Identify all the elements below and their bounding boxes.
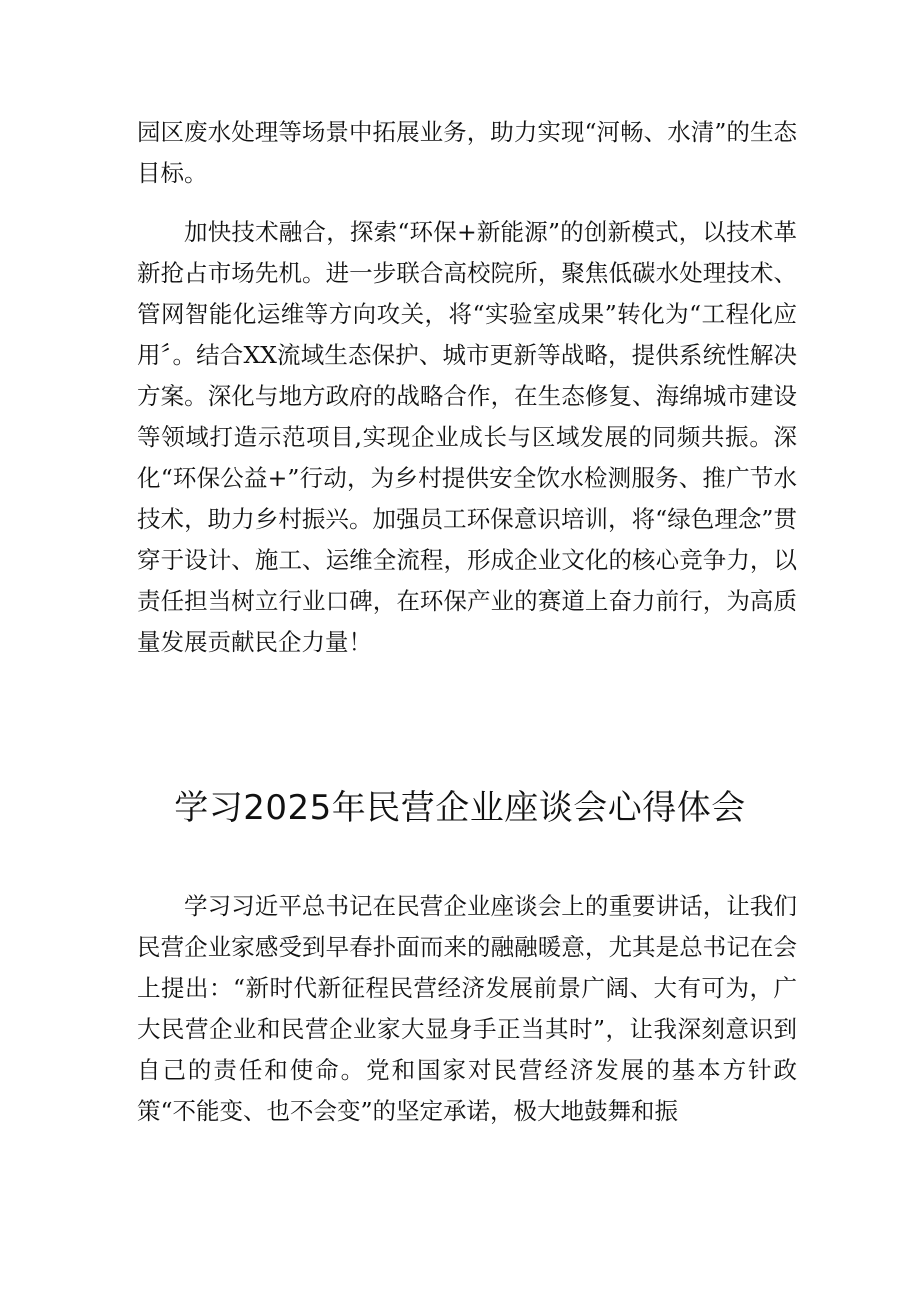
- paragraph-study-reflection: 学习习近平总书记在民营企业座谈会上的重要讲话，让我们民营企业家感受到早春扑面而来的融融暖意，尤其是总书记在会上提出：“新时代新征程民营经济发展前景广阔、大有可为，广大民营企业和民营企业家大显身手正当其时”，让我深刻意识到自己的责任和使命。党和国家对民营经济发展的基本方针政策“不能变、也不会变”的坚定承诺，极大地鼓舞和振: [137, 892, 797, 1125]
- paragraph-continued: 园区废水处理等场景中拓展业务，助力实现“河畅、水清”的生态目标。: [137, 118, 797, 187]
- paragraph-technology-integration: 加快技术融合，探索“环保+新能源”的创新模式，以技术革新抢占市场先机。进一步联合高校院所，聚焦低碳水处理技术、管网智能化运维等方向攻关，将“实验室成果”转化为“工程化应用〞。结合XX流域生态保护、城市更新等战略，提供系统性解决方案。深化与地方政府的战略合作，在生态修复、海绵城市建设等领域打造示范项目,实现企业成长与区域发展的同频共振。深化“环保公益+”行动，为乡村提供安全饮水检测服务、推广节水技术，助力乡村振兴。加强员工环保意识培训，将“绿色理念”贯穿于设计、施工、运维全流程，形成企业文化的核心竞争力，以责任担当树立行业口碑，在环保产业的赛道上奋力前行，为高质量发展贡献民企力量！: [137, 218, 797, 656]
- section-title: 学习2025年民营企业座谈会心得体会: [174, 788, 746, 828]
